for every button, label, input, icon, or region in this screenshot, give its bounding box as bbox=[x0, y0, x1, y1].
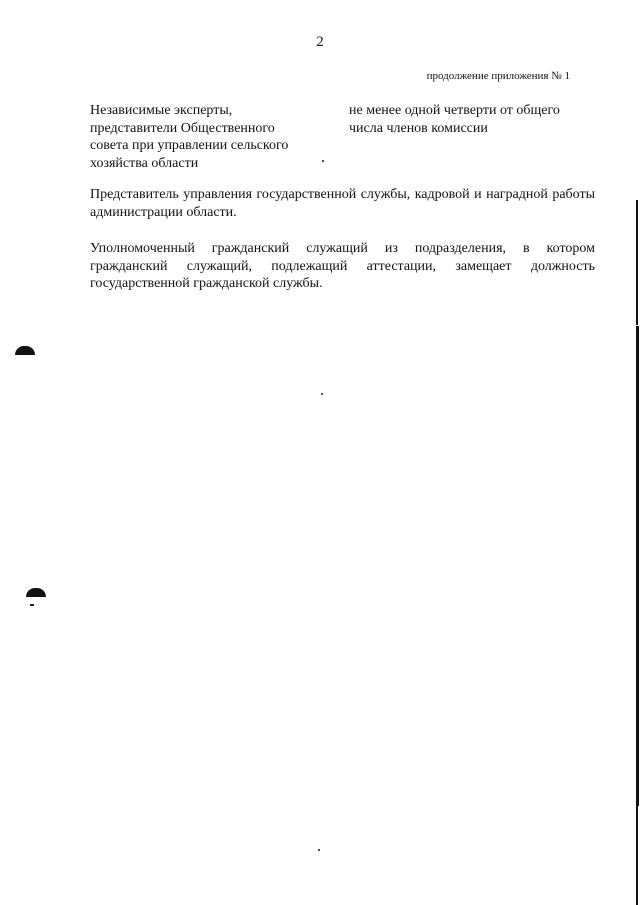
paragraph-authorized-servant: Уполномоченный гражданский служащий из подразделения, в котором гражданский служащий, подлежащий аттестации, замещает должность государственной гражданской службы. bbox=[90, 241, 595, 291]
page-edge-shadow bbox=[636, 326, 639, 806]
scan-speck bbox=[321, 393, 323, 395]
punch-hole-mark-top bbox=[15, 346, 35, 355]
scan-speck bbox=[318, 849, 320, 851]
page-edge-shadow bbox=[636, 200, 638, 325]
scan-mark bbox=[30, 604, 34, 606]
member-category: Независимые эксперты, представители Общественного совета при управлении сельского хозяйства области bbox=[90, 103, 289, 171]
punch-hole-mark-bottom bbox=[26, 588, 46, 597]
scan-speck bbox=[322, 160, 324, 162]
paragraph-hr-representative: Представитель управления государственной службы, кадровой и наградной работы администрации области. bbox=[90, 187, 595, 220]
page-edge-shadow bbox=[636, 806, 638, 905]
page-number: 2 bbox=[316, 34, 324, 50]
appendix-continuation-note: продолжение приложения № 1 bbox=[426, 70, 570, 82]
member-quota: не менее одной четверти от общего числа членов комиссии bbox=[349, 103, 560, 136]
